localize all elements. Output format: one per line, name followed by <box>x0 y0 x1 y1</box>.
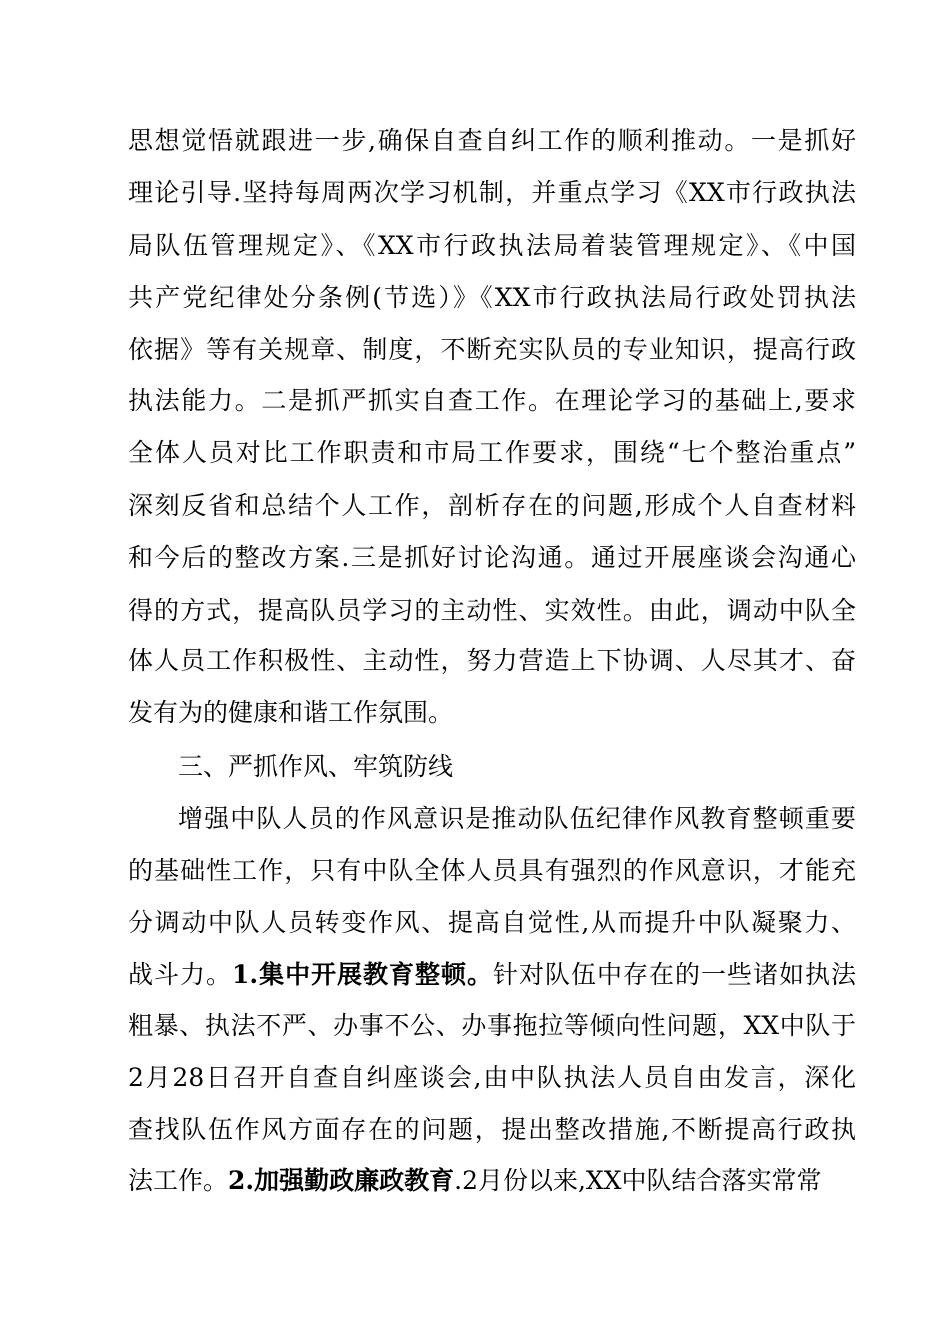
line-text: 法工作。 <box>128 1166 229 1195</box>
paragraph-line: 2月28日召开自查自纠座谈会,由中队执法人员自由发言，深化 <box>128 1063 856 1092</box>
paragraph-line: 查找队伍作风方面存在的问题，提出整改措施,不断提高行政执 <box>128 1115 856 1144</box>
paragraph-line: 局队伍管理规定》、《XX市行政执法局着装管理规定》、《中国 <box>128 231 856 260</box>
line-text: 战斗力。 <box>128 960 232 989</box>
line-text: .2月份以来,XX中队结合落实常常 <box>454 1166 822 1195</box>
paragraph-line: 增强中队人员的作风意识是推动队伍纪律作风教育整顿重要 <box>178 804 856 833</box>
line-text: 针对队伍中存在的一些诸如执法 <box>493 960 856 989</box>
paragraph-line: 执法能力。二是抓严抓实自查工作。在理论学习的基础上,要求 <box>128 386 856 415</box>
paragraph-line: 的基础性工作，只有中队全体人员具有强烈的作风意识，才能充 <box>128 856 856 885</box>
paragraph-line: 全体人员对比工作职责和市局工作要求，围绕“七个整治重点” <box>128 438 856 467</box>
paragraph-line: 理论引导.坚持每周两次学习机制，并重点学习《XX市行政执法 <box>128 178 856 207</box>
bold-subheading: 1.集中开展教育整顿。 <box>231 960 494 989</box>
paragraph-line: 深刻反省和总结个人工作，剖析存在的问题,形成个人自查材料 <box>128 491 856 520</box>
bold-subheading: 2.加强勤政廉政教育 <box>228 1166 455 1195</box>
paragraph-line <box>128 1161 856 1201</box>
paragraph-line: 依据》等有关规章、制度，不断充实队员的专业知识，提高行政 <box>128 335 856 364</box>
paragraph-line: 思想觉悟就跟进一步,确保自查自纠工作的顺利推动。一是抓好 <box>128 126 856 155</box>
paragraph-line: 体人员工作积极性、主动性，努力营造上下协调、人尽其才、奋 <box>128 646 856 675</box>
paragraph-line: 粗暴、执法不严、办事不公、办事拖拉等倾向性问题，XX中队于 <box>128 1011 856 1040</box>
paragraph-line: 共产党纪律处分条例(节选）》《XX市行政执法局行政处罚执法 <box>128 283 856 312</box>
paragraph-line: 和今后的整改方案.三是抓好讨论沟通。通过开展座谈会沟通心 <box>128 543 856 572</box>
paragraph-line: 发有为的健康和谐工作氛围。 <box>128 698 454 727</box>
paragraph-line: 分调动中队人员转变作风、提高自觉性,从而提升中队凝聚力、 <box>128 908 856 937</box>
paragraph-line: 得的方式，提高队员学习的主动性、实效性。由此，调动中队全 <box>128 596 856 625</box>
section-heading: 三、严抓作风、牢筑防线 <box>178 752 454 781</box>
paragraph-line <box>128 955 856 995</box>
